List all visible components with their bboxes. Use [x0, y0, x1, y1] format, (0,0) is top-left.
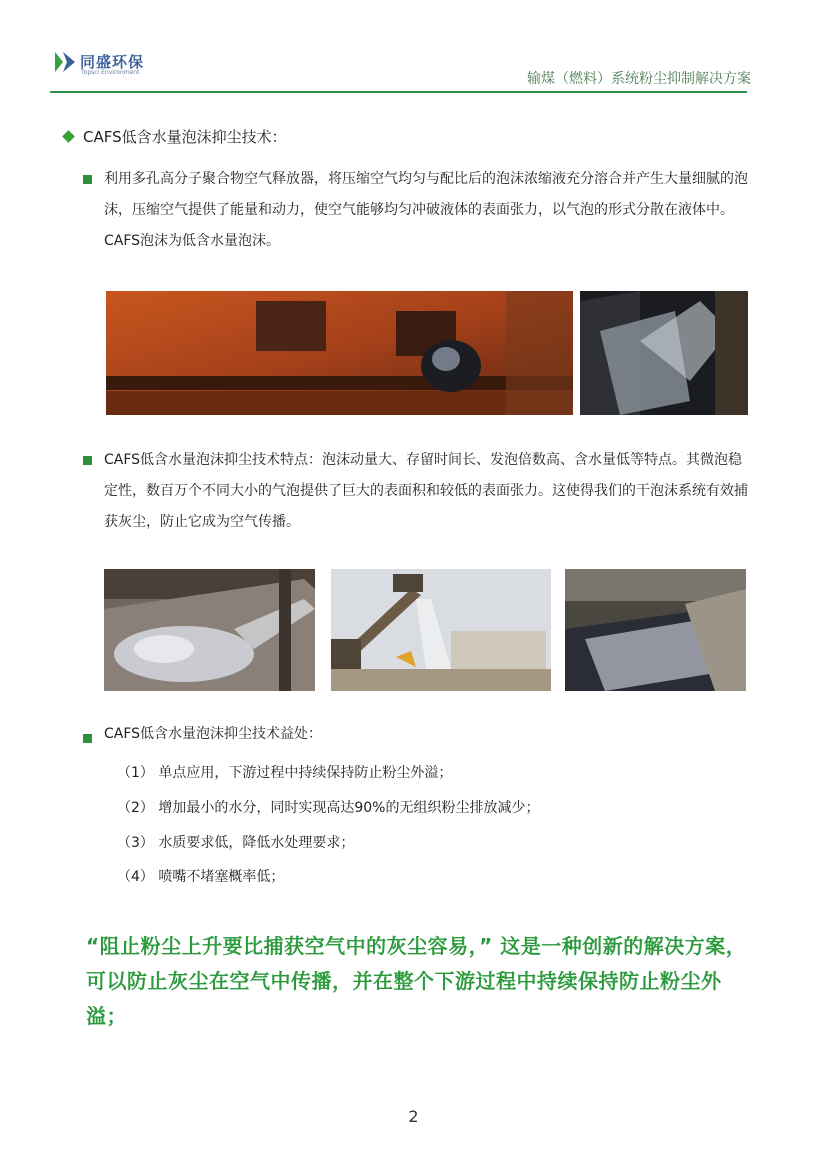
benefit-item: （3） 水质要求低，降低水处理要求；: [117, 835, 355, 851]
document-title: 输煤（燃料）系统粉尘抑制解决方案: [527, 71, 751, 87]
page-number: 2: [408, 1107, 419, 1126]
logo-mark-icon: [54, 50, 76, 74]
square-bullet-icon: [83, 175, 92, 184]
benefit-item: （1） 单点应用，下游过程中持续保持防止粉尘外溢；: [117, 765, 453, 781]
photo-foam-spray-dark: [580, 291, 748, 415]
photo-foam-on-conveyor-tunnel: [565, 569, 746, 691]
benefits-heading: CAFS低含水量泡沫抑尘技术益处：: [104, 726, 323, 742]
photo-stacker-spray-outdoor: [331, 569, 551, 691]
paragraph-features: CAFS低含水量泡沫抑尘技术特点：泡沫动量大、存留时间长、发泡倍数高、含水量低等特点。其微泡稳定性，数百万个不同大小的气泡提供了巨大的表面积和较低的表面张力。这使得我们的干泡沫系统有效捕获灰尘，防止它成为空气传播。: [104, 452, 748, 530]
header-divider: [50, 91, 747, 93]
square-bullet-icon: [83, 734, 92, 743]
benefit-item: （4） 喷嘴不堵塞概率低；: [117, 869, 285, 885]
logo-subtext: Topsci Environment: [81, 69, 140, 76]
diamond-bullet-icon: [62, 130, 75, 143]
square-bullet-icon: [83, 456, 92, 465]
section-heading: CAFS低含水量泡沫抑尘技术：: [83, 128, 287, 146]
photo-foam-on-coal-belt: [104, 569, 315, 691]
benefit-item: （2） 增加最小的水分，同时实现高达90%的无组织粉尘排放减少；: [117, 800, 540, 816]
highlight-quote: “阻止粉尘上升要比捕获空气中的灰尘容易，” 这是一种创新的解决方案，可以防止灰尘在空气中传播，并在整个下游过程中持续保持防止粉尘外溢；: [86, 934, 747, 1028]
paragraph-principle: 利用多孔高分子聚合物空气释放器，将压缩空气均匀与配比后的泡沫浓缩液充分溶合并产生大量细腻的泡沫，压缩空气提供了能量和动力，使空气能够均匀冲破液体的表面张力，以气泡的形式分散在液体中。 CAFS泡沫为低含水量泡沫。: [104, 171, 748, 249]
photo-foam-conveyor-orange: [106, 291, 573, 415]
company-logo: [54, 50, 164, 78]
logo-text: 同盛环保: [80, 53, 145, 71]
